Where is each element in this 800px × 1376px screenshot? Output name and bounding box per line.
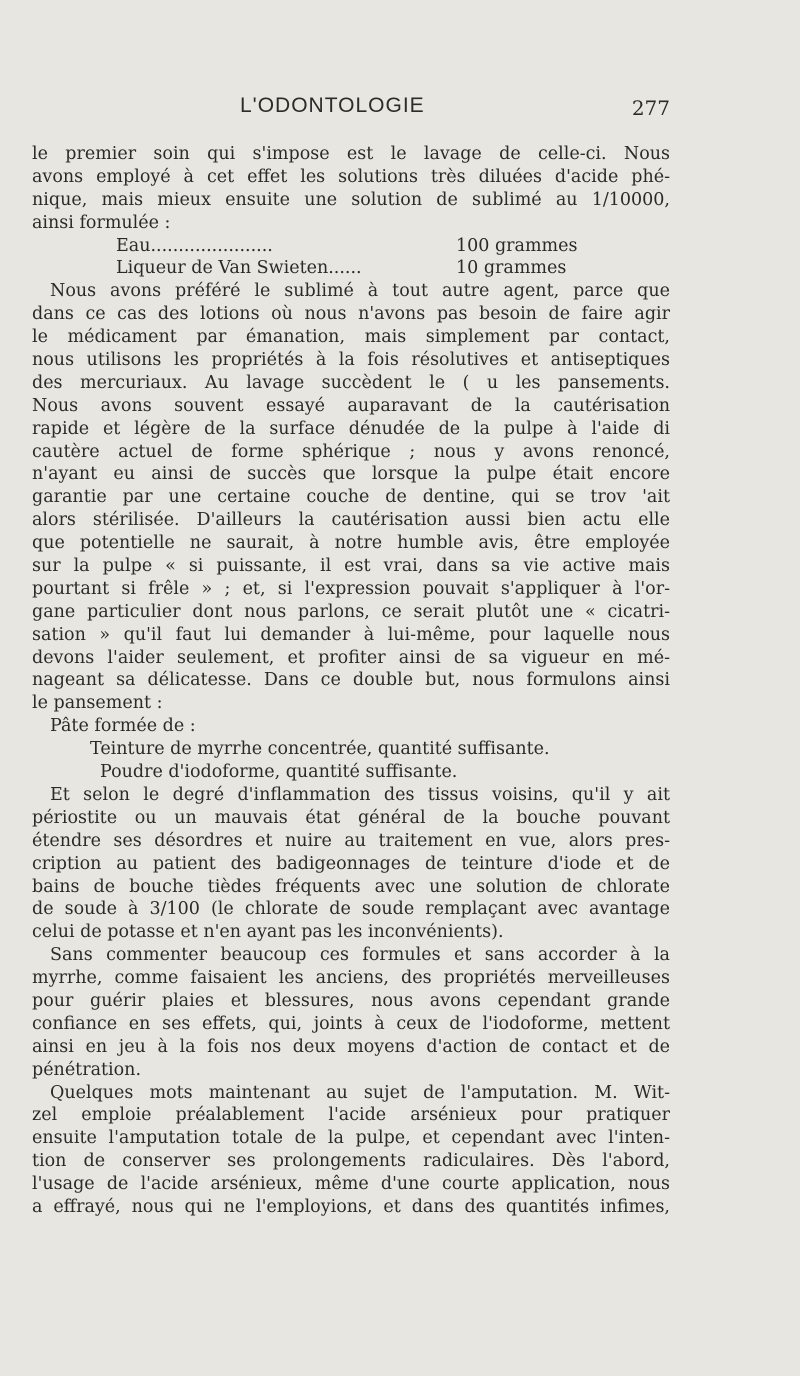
text-line: que potentielle ne saurait, à notre humble avis, être employée	[32, 533, 670, 554]
text-line: dans ce cas des lotions où nous n'avons pas besoin de faire agir	[32, 304, 670, 325]
page-body	[32, 143, 670, 1219]
text-line: avons employé à cet effet les solutions très diluées d'acide phé-	[32, 166, 670, 187]
text-line: ainsi formulée :	[32, 212, 171, 233]
text-line: celui de potasse et n'en ayant pas les inconvénients).	[32, 922, 504, 943]
recipe-line: Poudre d'iodoforme, quantité suffisante.	[100, 762, 458, 783]
text-line: tion de conserver ses prolongements radiculaires. Dès l'abord,	[32, 1151, 670, 1172]
text-line: cription au patient des badigeonnages de teinture d'iode et de	[32, 853, 670, 874]
recipe-ingredient: Eau......................	[116, 235, 273, 256]
text-line: pénétration.	[32, 1059, 142, 1080]
page-header	[32, 94, 670, 126]
text-line: nageant sa délicatesse. Dans ce double but, nous formulons ainsi	[32, 670, 670, 691]
recipe-ingredient: Liqueur de Van Swieten......	[116, 258, 362, 279]
text-line: le pansement :	[32, 693, 163, 714]
text-line: devons l'aider seulement, et profiter ainsi de sa vigueur en mé-	[32, 647, 670, 668]
text-line: étendre ses désordres et nuire au traitement en vue, alors pres-	[32, 830, 670, 851]
text-line: le premier soin qui s'impose est le lavage de celle-ci. Nous	[32, 144, 670, 164]
text-line: zel emploie préalablement l'acide arsénieux pour pratiquer	[32, 1105, 670, 1126]
text-line: gane particulier dont nous parlons, ce serait plutôt une « cicatri-	[32, 601, 670, 622]
text-line: sation » qu'il faut lui demander à lui-même, pour laquelle nous	[32, 624, 670, 645]
recipe-quantity: 100 grammes	[456, 235, 578, 256]
text-line: pourtant si frêle » ; et, si l'expression pouvait s'appliquer à l'or-	[32, 578, 670, 599]
text-line: ensuite l'amputation totale de la pulpe, et cependant avec l'inten-	[32, 1128, 670, 1149]
text-line: nous utilisons les propriétés à la fois résolutives et antiseptiques	[32, 350, 670, 371]
text-line: de soude à 3/100 (le chlorate de soude remplaçant avec avantage	[32, 899, 670, 920]
text-line: périostite ou un mauvais état général de la bouche pouvant	[32, 807, 670, 828]
page-number: 277	[631, 96, 670, 120]
text-line: bains de bouche tièdes fréquents avec une solution de chlorate	[32, 876, 670, 897]
text-line: nique, mais mieux ensuite une solution de sublimé au 1/10000,	[32, 189, 670, 210]
recipe-line	[32, 257, 586, 280]
text-line: rapide et légère de la surface dénudée de la pulpe à l'aide di	[32, 418, 670, 439]
text-line: confiance en ses effets, qui, joints à ceux de l'iodoforme, mettent	[32, 1013, 670, 1034]
text-line: Et selon le degré d'inflammation des tissus voisins, qu'il y ait	[50, 784, 670, 805]
text-line: le médicament par émanation, mais simplement par contact,	[32, 327, 670, 348]
text-line: Quelques mots maintenant au sujet de l'amputation. M. Wit-	[50, 1082, 670, 1103]
text-line: Nous avons préféré le sublimé à tout autre agent, parce que	[50, 281, 670, 302]
text-line: cautère actuel de forme sphérique ; nous y avons renoncé,	[32, 441, 670, 462]
text-line: Sans commenter beaucoup ces formules et sans accorder à la	[50, 945, 670, 966]
text-line: pour guérir plaies et blessures, nous avons cependant grande	[32, 990, 670, 1011]
recipe-intro: Pâte formée de :	[50, 716, 196, 737]
text-line: garantie par une certaine couche de dentine, qui se trov 'ait	[32, 487, 670, 508]
text-line: a effrayé, nous qui ne l'employions, et dans des quantités infimes,	[32, 1196, 670, 1217]
text-line: Nous avons souvent essayé auparavant de la cautérisation	[32, 395, 670, 416]
text-line: myrrhe, comme faisaient les anciens, des propriétés merveilleuses	[32, 968, 670, 989]
text-line: l'usage de l'acide arsénieux, même d'une courte application, nous	[32, 1174, 670, 1195]
text-line: alors stérilisée. D'ailleurs la cautérisation aussi bien actu elle	[32, 510, 670, 531]
text-line: sur la pulpe « si puissante, il est vrai, dans sa vie active mais	[32, 556, 670, 577]
running-title: L'ODONTOLOGIE	[240, 94, 425, 117]
text-line: ainsi en jeu à la fois nos deux moyens d'action de contact et de	[32, 1036, 670, 1057]
text-line: n'ayant eu ainsi de succès que lorsque la pulpe était encore	[32, 464, 670, 485]
recipe-quantity: 10 grammes	[456, 258, 567, 279]
text-line: des mercuriaux. Au lavage succèdent le ( u les pansements.	[32, 372, 670, 393]
recipe-line: Teinture de myrrhe concentrée, quantité suffisante.	[90, 739, 550, 760]
recipe-line	[32, 235, 586, 258]
